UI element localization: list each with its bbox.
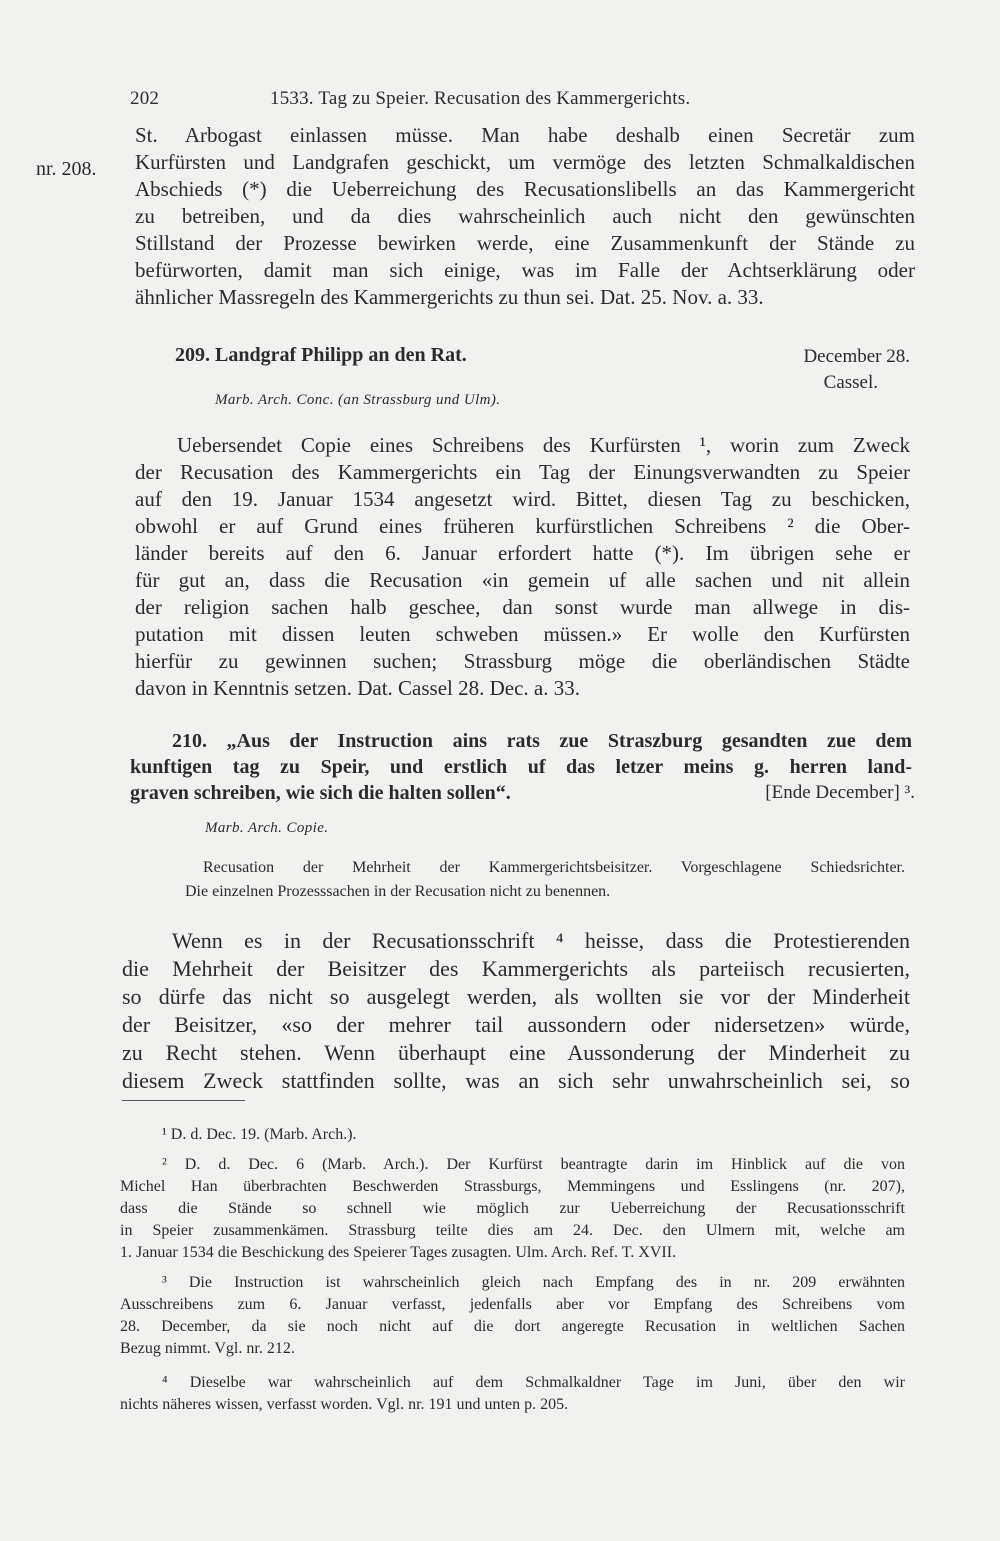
text-line: für gut an, dass die Recusation «in gemein uf alle sachen und nit allein (135, 568, 910, 592)
footnote-rule (122, 1100, 245, 1101)
entry-209-body (135, 432, 910, 702)
footnote-line: ¹ D. d. Dec. 19. (Marb. Arch.). (162, 1126, 357, 1143)
footnote-1 (120, 1124, 905, 1146)
text-line: Uebersendet Copie eines Schreibens des Kurfürsten ¹, worin zum Zweck (177, 433, 910, 457)
heading-line: 210. „Aus der Instruction ains rats zue Straszburg gesandten zue dem (172, 730, 912, 752)
margin-note: nr. 208. (36, 158, 97, 180)
text-line: die Mehrheit der Beisitzer des Kammergerichts als parteiisch recusierten, (122, 956, 910, 981)
summary-line: Recusation der Mehrheit der Kammergerichtsbeisitzer. Vorgeschlagene Schiedsrichter. (203, 859, 905, 876)
entry-209-date: December 28. (803, 346, 910, 367)
text-line: befürworten, damit man sich einige, was im Falle der Achtserklärung oder (135, 258, 915, 282)
footnote-3 (120, 1272, 905, 1360)
footnote-line: dass die Stände so schnell wie möglich zur Ueberreichung der Recusationsschrift (120, 1200, 905, 1217)
text-line: der Recusation des Kammergerichts ein Tag der Einungsverwandten zu Speier (135, 460, 910, 484)
entry-210-source: Marb. Arch. Copie. (205, 820, 329, 836)
entry-209-heading: 209. Landgraf Philipp an den Rat. (175, 344, 467, 366)
text-line: Abschieds (*) die Ueberreichung des Recusationslibells an das Kammergericht (135, 177, 915, 201)
heading-line: graven schreiben, wie sich die halten sollen“. (130, 782, 511, 804)
text-line: ähnlicher Massregeln des Kammergerichts zu thun sei. Dat. 25. Nov. a. 33. (135, 285, 764, 309)
footnote-line: in Speier zusammenkämen. Strassburg teilte dies am 24. Dec. den Ulmern mit, welche am (120, 1222, 905, 1239)
footnote-line: nichts näheres wissen, verfasst worden. Vgl. nr. 191 und unten p. 205. (120, 1396, 569, 1413)
text-line: Wenn es in der Recusationsschrift ⁴ heisse, dass die Protestierenden (172, 928, 910, 953)
footnote-line: ³ Die Instruction ist wahrscheinlich gleich nach Empfang des in nr. 209 erwähnten (162, 1274, 905, 1291)
text-line: diesem Zweck stattfinden sollte, was an sich sehr unwahrscheinlich sei, so (122, 1068, 910, 1093)
entry-209-place: Cassel. (823, 372, 878, 393)
entry-209-source: Marb. Arch. Conc. (an Strassburg und Ulm). (215, 392, 501, 408)
footnote-line: Ausschreibens zum 6. Januar verfasst, jedenfalls aber vor Empfang des Schreibens vom (120, 1296, 905, 1313)
entry-210-date: [Ende December] ³. (765, 782, 915, 803)
footnote-2 (120, 1154, 905, 1264)
entry-210-body (122, 927, 910, 1095)
entry-210-summary (185, 856, 905, 904)
footnote-4 (120, 1372, 905, 1416)
summary-line: Die einzelnen Prozesssachen in der Recusation nicht zu benennen. (185, 883, 611, 900)
text-line: der Beisitzer, «so der mehrer tail aussondern oder nidersetzen» würde, (122, 1012, 910, 1037)
continuation-paragraph (135, 122, 915, 311)
footnote-line: ² D. d. Dec. 6 (Marb. Arch.). Der Kurfürst beantragte darin im Hinblick auf die von (162, 1156, 905, 1173)
footnote-line: Michel Han überbrachten Beschwerden Strassburgs, Memmingens und Esslingens (nr. 207), (120, 1178, 905, 1195)
text-line: hierfür zu gewinnen suchen; Strassburg möge die oberländischen Städte (135, 649, 910, 673)
text-line: länder bereits auf den 6. Januar erfordert hatte (*). Im übrigen sehe er (135, 541, 910, 565)
text-line: obwohl er auf Grund eines früheren kurfürstlichen Schreibens ² die Ober- (135, 514, 910, 538)
running-title: 1533. Tag zu Speier. Recusation des Kammergerichts. (270, 88, 691, 109)
heading-line: kunftigen tag zu Speir, und erstlich uf das letzer meins g. herren land- (130, 756, 912, 778)
text-line: so dürfe das nicht so ausgelegt werden, als wollten sie vor der Minderheit (122, 984, 910, 1009)
page-number: 202 (130, 88, 160, 109)
footnote-line: 1. Januar 1534 die Beschickung des Speierer Tages zusagten. Ulm. Arch. Ref. T. XVII. (120, 1244, 677, 1261)
text-line: zu Recht stehen. Wenn überhaupt eine Aussonderung der Minderheit zu (122, 1040, 910, 1065)
text-line: putation mit dissen leuten schweben müssen.» Er wolle den Kurfürsten (135, 622, 910, 646)
text-line: davon in Kenntnis setzen. Dat. Cassel 28. Dec. a. 33. (135, 676, 580, 700)
footnote-line: 28. December, da sie noch nicht auf die dort angeregte Recusation in weltlichen Sachen (120, 1318, 905, 1335)
text-line: Kurfürsten und Landgrafen geschickt, um vermöge des letzten Schmalkaldischen (135, 150, 915, 174)
text-line: Stillstand der Prozesse bewirken werde, eine Zusammenkunft der Stände zu (135, 231, 915, 255)
footnote-line: ⁴ Dieselbe war wahrscheinlich auf dem Schmalkaldner Tage im Juni, über den wir (162, 1374, 905, 1391)
text-line: auf den 19. Januar 1534 angesetzt wird. Bittet, diesen Tag zu beschicken, (135, 487, 910, 511)
text-line: der religion sachen halb geschee, dan sonst wurde man allwege in dis- (135, 595, 910, 619)
text-line: zu betreiben, und da dies wahrscheinlich auch nicht den gewünschten (135, 204, 915, 228)
text-line: St. Arbogast einlassen müsse. Man habe deshalb einen Secretär zum (135, 123, 915, 147)
footnote-line: Bezug nimmt. Vgl. nr. 212. (120, 1340, 295, 1357)
